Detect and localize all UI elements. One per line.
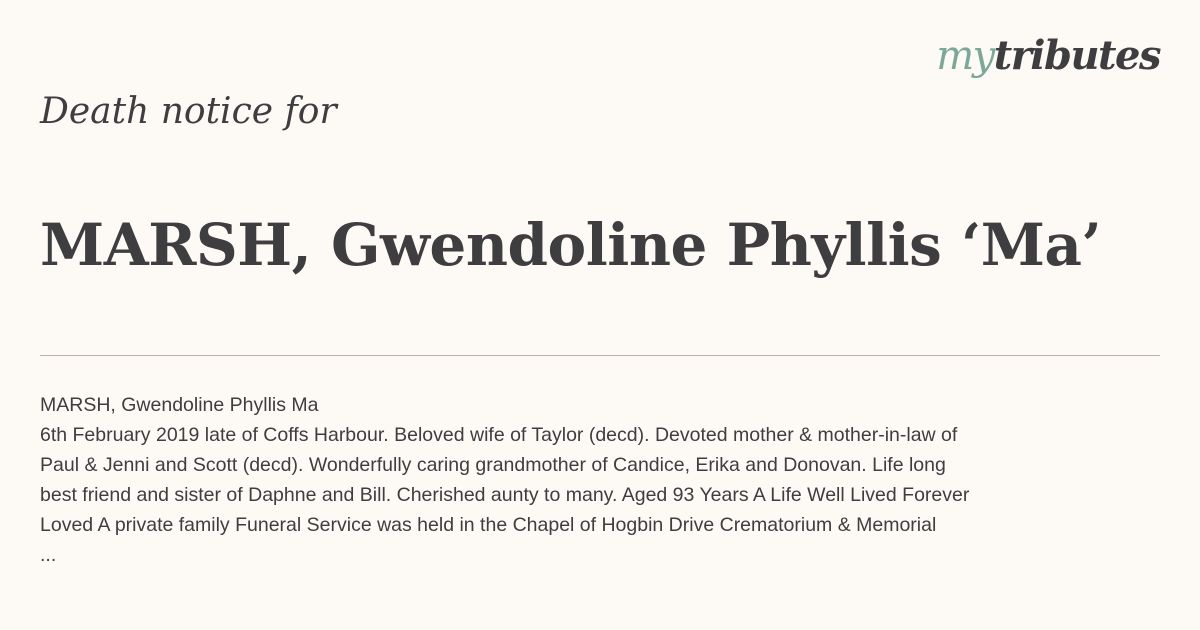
notice-line: best friend and sister of Daphne and Bill. Cherished aunty to many. Aged 93 Years A Life Well Lived Forever xyxy=(40,484,970,506)
notice-text xyxy=(40,390,1120,570)
notice-line: 6th February 2019 late of Coffs Harbour. Beloved wife of Taylor (decd). Devoted mother & mother-in-law of xyxy=(40,424,958,446)
logo-suffix: tributes xyxy=(993,32,1160,79)
deceased-name: MARSH, Gwendoline Phyllis ‘Ma’ xyxy=(40,211,1102,279)
notice-line: MARSH, Gwendoline Phyllis Ma xyxy=(40,394,319,416)
notice-line: Loved A private family Funeral Service was held in the Chapel of Hogbin Drive Crematorium & Memorial xyxy=(40,514,937,536)
logo-prefix: my xyxy=(936,33,994,79)
mytributes-logo[interactable] xyxy=(936,32,1160,79)
notice-line: Paul & Jenni and Scott (decd). Wonderfully caring grandmother of Candice, Erika and Donovan. Life long xyxy=(40,454,946,476)
notice-label: Death notice for xyxy=(40,91,337,132)
divider xyxy=(40,355,1160,356)
notice-ellipsis: ... xyxy=(40,544,57,566)
